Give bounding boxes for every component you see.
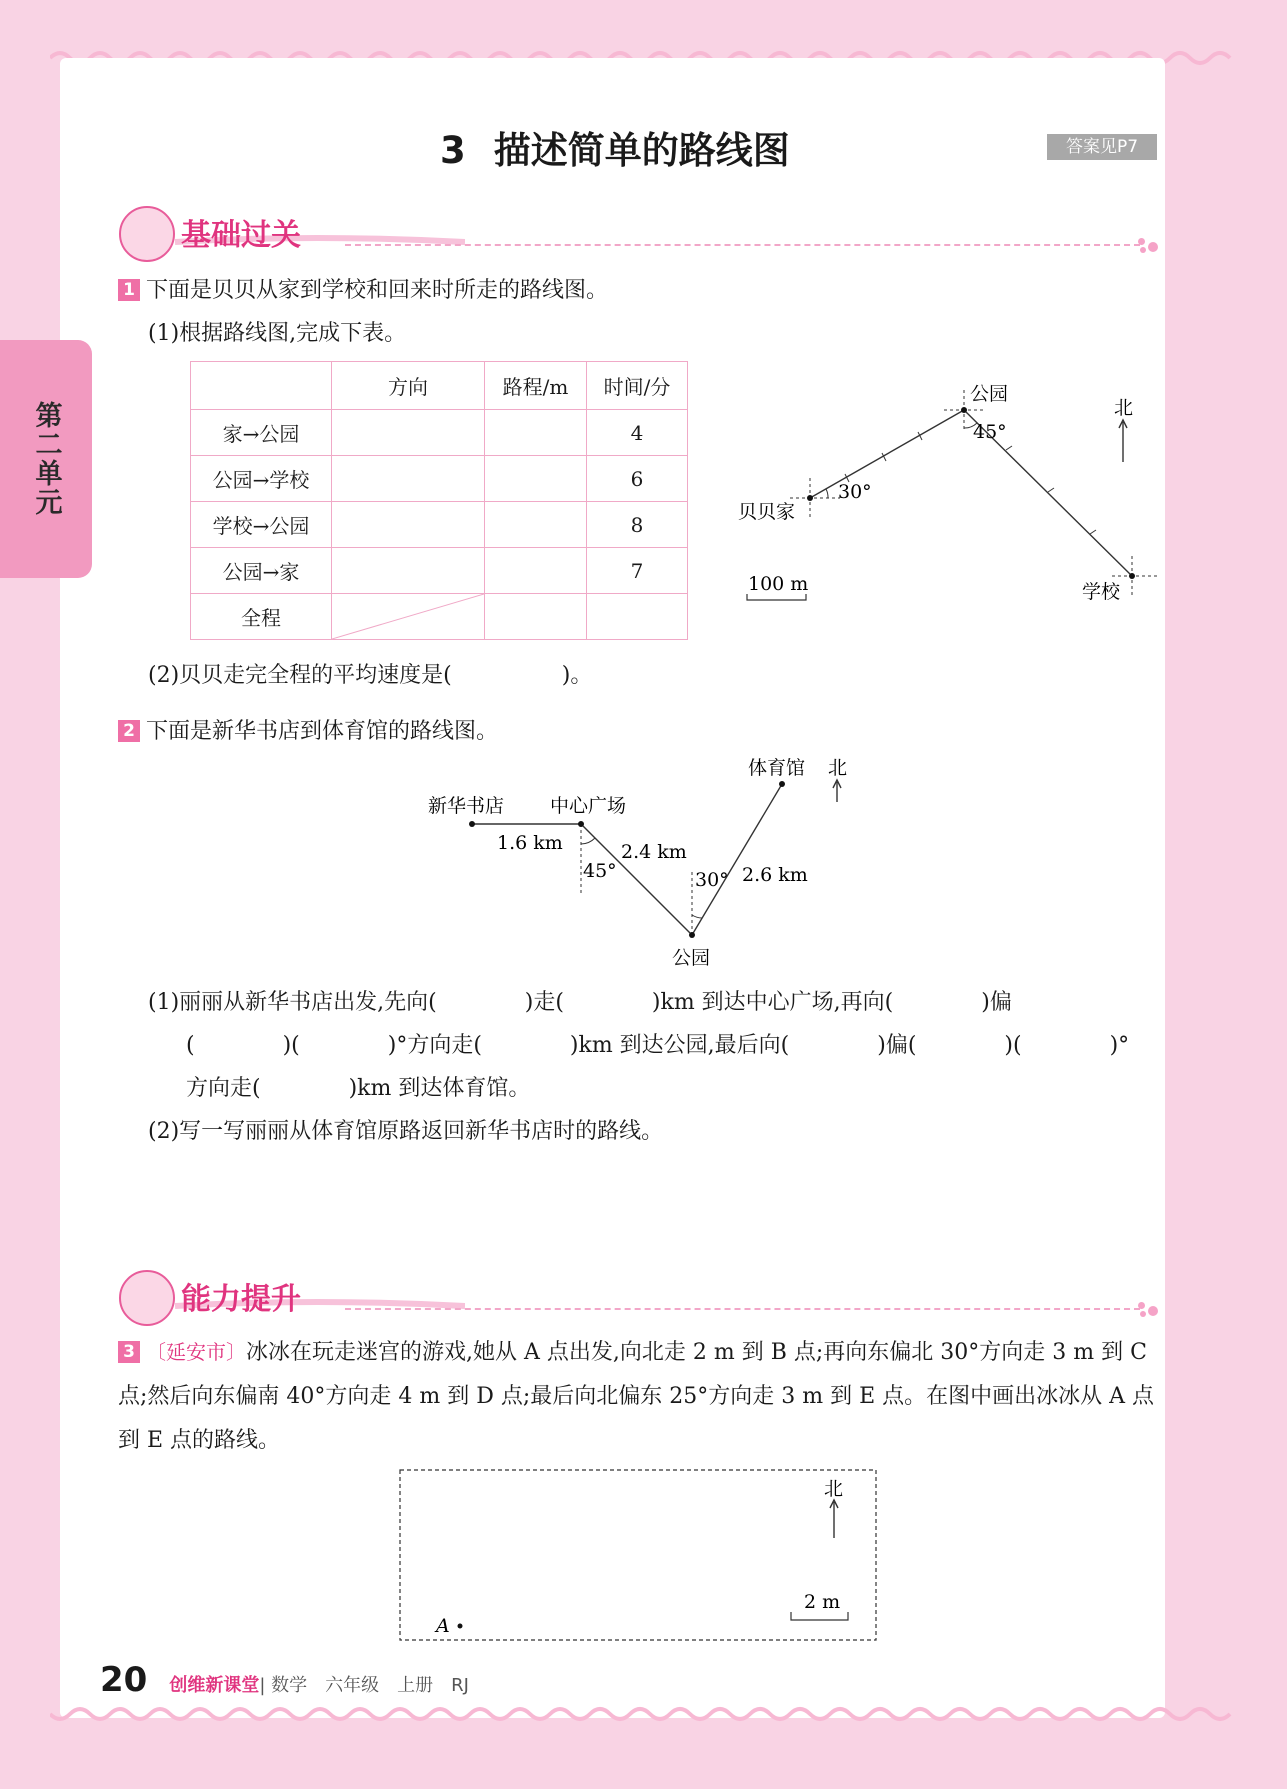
- question-3-number: 3: [118, 1341, 140, 1363]
- question-1-part-2: (2)贝贝走完全程的平均速度是( )。: [148, 663, 593, 688]
- table-header: [191, 362, 332, 410]
- question-2-part-1-line-3: 方向走( )km 到达体育馆。: [186, 1076, 531, 1101]
- table-row: [191, 594, 688, 640]
- question-2-part-1-line-1: (1)丽丽从新华书店出发,先向( )走( )km 到达中心广场,再向( )偏: [148, 990, 1012, 1015]
- label-school: 学校: [1082, 581, 1121, 603]
- question-1-number: 1: [118, 279, 140, 301]
- direction-blank[interactable]: [332, 456, 485, 502]
- footer-brand: 创维新课堂: [169, 1675, 260, 1696]
- section-title-basic: 基础过关: [181, 218, 301, 253]
- label-d3: 2.6 km: [742, 864, 808, 886]
- lesson-number: 3: [440, 129, 466, 172]
- scale-bar: [791, 1612, 848, 1620]
- page-footer: [100, 1660, 469, 1700]
- distance-blank[interactable]: [485, 456, 587, 502]
- table-header: 方向: [332, 362, 485, 410]
- section-divider: [345, 1308, 1140, 1310]
- row-label: 公园→学校: [191, 456, 332, 502]
- dots-decoration: [1138, 1300, 1160, 1320]
- point-a-dot: [458, 1624, 463, 1629]
- source-tag: 〔延安市〕: [146, 1340, 246, 1364]
- wavy-border-bottom: [50, 1706, 1240, 1726]
- drawing-box[interactable]: [398, 1468, 880, 1644]
- distance-blank[interactable]: [485, 594, 587, 640]
- label-north: 北: [824, 1478, 844, 1500]
- route-diagram-1: [730, 370, 1170, 610]
- label-north: 北: [828, 757, 848, 779]
- table-row: [191, 548, 688, 594]
- label-scale: 2 m: [804, 1591, 841, 1613]
- time-cell: 6: [587, 456, 688, 502]
- lesson-title: [440, 120, 790, 174]
- time-cell: 7: [587, 548, 688, 594]
- question-2-number: 2: [118, 720, 140, 742]
- table-row: [191, 410, 688, 456]
- label-bookstore: 新华书店: [428, 795, 505, 817]
- time-cell: 8: [587, 502, 688, 548]
- page-number: 20: [100, 1660, 148, 1700]
- mascot-icon: [119, 206, 175, 262]
- question-2: [118, 714, 498, 745]
- dots-decoration: [1138, 236, 1160, 256]
- section-header-advanced: [115, 1266, 1160, 1326]
- route-home-park: [810, 410, 964, 498]
- label-d1: 1.6 km: [497, 832, 563, 854]
- route-table: [190, 361, 688, 640]
- time-cell: 4: [587, 410, 688, 456]
- question-2-text: 下面是新华书店到体育馆的路线图。: [146, 719, 499, 744]
- route-diagram-2: [420, 752, 860, 977]
- label-gym: 体育馆: [748, 757, 806, 779]
- table-header-row: [191, 362, 688, 410]
- route-park-gym: [692, 784, 782, 935]
- crossed-out-cell: [332, 594, 485, 640]
- label-north: 北: [1114, 397, 1134, 419]
- row-label: 全程: [191, 594, 332, 640]
- distance-blank[interactable]: [485, 410, 587, 456]
- question-3-text: 冰冰在玩走迷宫的游戏,她从 A 点出发,向北走 2 m 到 B 点;再向东偏北 30°方向走 3 m 到 C 点;然后向东偏南 40°方向走 4 m 到 D 点;最后向北偏东 25°方向走 3 m 到 E 点。在图中画出冰冰从 A 点到 E 点的路线。: [118, 1340, 1155, 1453]
- label-angle-45: 45°: [973, 421, 1007, 443]
- row-label: 公园→家: [191, 548, 332, 594]
- label-plaza: 中心广场: [550, 795, 627, 817]
- label-point-a: A: [436, 1615, 450, 1637]
- question-2-part-2: (2)写一写丽丽从体育馆原路返回新华书店时的路线。: [148, 1119, 664, 1144]
- time-cell: [587, 594, 688, 640]
- label-park: 公园: [970, 383, 1009, 405]
- question-2-part-1-line-2: ( )( )°方向走( )km 到达公园,最后向( )偏( )( )°: [186, 1033, 1130, 1058]
- unit-side-tab: [0, 340, 92, 578]
- answer-reference-badge: 答案见P7: [1047, 134, 1157, 160]
- lesson-title-text: 描述简单的路线图: [493, 129, 790, 172]
- question-1: [118, 273, 608, 304]
- table-row: [191, 502, 688, 548]
- label-d2: 2.4 km: [621, 841, 687, 863]
- diagonal-strike: [332, 594, 484, 639]
- label-angle-30: 30°: [695, 869, 729, 891]
- section-divider: [345, 244, 1140, 246]
- mascot-icon: [119, 1270, 175, 1326]
- table-header: 时间/分: [587, 362, 688, 410]
- label-scale: 100 m: [748, 573, 809, 595]
- label-angle-30: 30°: [838, 481, 872, 503]
- label-home: 贝贝家: [738, 501, 796, 523]
- row-label: 学校→公园: [191, 502, 332, 548]
- table-row: [191, 456, 688, 502]
- direction-blank[interactable]: [332, 410, 485, 456]
- section-header-basic: [115, 202, 1160, 262]
- unit-side-tab-label: 第二单元: [30, 401, 62, 517]
- footer-meta: | 数学 六年级 上册 RJ: [259, 1675, 469, 1696]
- question-1-text: 下面是贝贝从家到学校和回来时所走的路线图。: [146, 278, 609, 303]
- distance-blank[interactable]: [485, 548, 587, 594]
- label-angle-45: 45°: [583, 860, 617, 882]
- label-park: 公园: [672, 947, 711, 969]
- direction-blank[interactable]: [332, 548, 485, 594]
- table-header: 路程/m: [485, 362, 587, 410]
- row-label: 家→公园: [191, 410, 332, 456]
- direction-blank[interactable]: [332, 502, 485, 548]
- distance-blank[interactable]: [485, 502, 587, 548]
- question-1-part-1: (1)根据路线图,完成下表。: [148, 321, 407, 346]
- section-title-advanced: 能力提升: [181, 1282, 301, 1317]
- question-3: [118, 1330, 1163, 1463]
